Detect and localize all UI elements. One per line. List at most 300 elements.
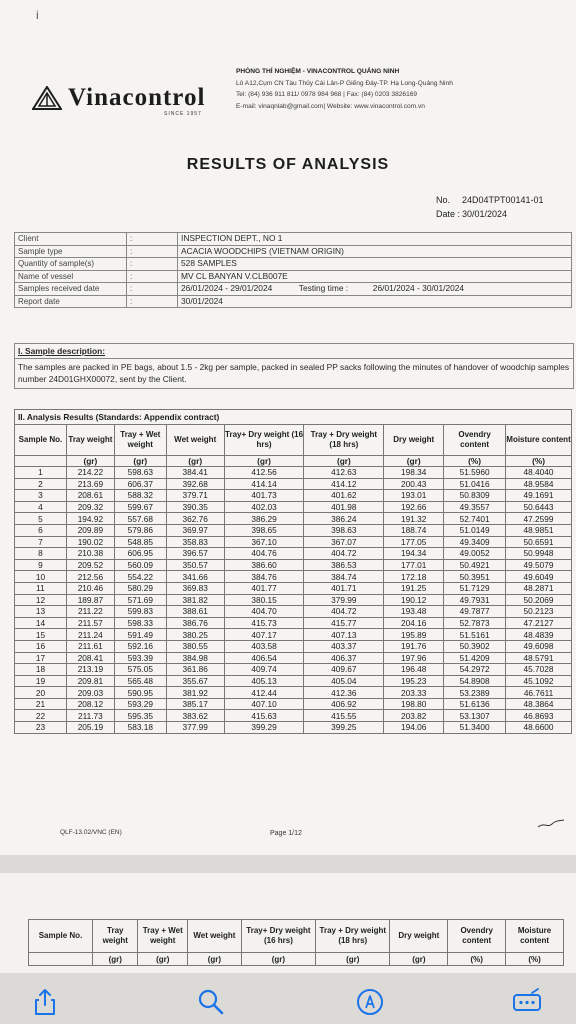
signature-mark-icon — [536, 818, 566, 830]
table-cell: 209.81 — [66, 675, 114, 687]
table-row — [15, 629, 572, 641]
table-cell: 415.55 — [304, 710, 384, 722]
table-cell: 404.76 — [224, 548, 304, 560]
table-cell: 15 — [15, 629, 67, 641]
date-label: Date : — [436, 209, 461, 219]
table-cell: 401.71 — [304, 582, 384, 594]
table-cell: 12 — [15, 594, 67, 606]
table-row — [15, 536, 572, 548]
table-cell: 3 — [15, 490, 67, 502]
table-cell: 380.25 — [166, 629, 224, 641]
share-icon[interactable] — [30, 987, 60, 1017]
table-cell: 583.18 — [114, 722, 166, 734]
date-value: 30/01/2024 — [462, 209, 508, 219]
table-cell: 406.54 — [224, 652, 304, 664]
table-cell: 53.2389 — [444, 687, 506, 699]
table-unit-row — [29, 953, 564, 966]
table-cell: Tray + Wet weight — [114, 425, 166, 456]
table-cell: 45.1092 — [506, 675, 572, 687]
table-row — [15, 513, 572, 525]
table-cell: 415.63 — [224, 710, 304, 722]
client-label: Client — [15, 233, 127, 246]
table-row — [15, 617, 572, 629]
table-row — [15, 687, 572, 699]
table-cell: (gr) — [66, 456, 114, 467]
table-cell: 50.2069 — [506, 594, 572, 606]
table-cell: 48.6600 — [506, 722, 572, 734]
table-cell: 412.44 — [224, 687, 304, 699]
table-cell: 398.63 — [304, 524, 384, 536]
table-cell: 50.2123 — [506, 606, 572, 618]
table-cell: 406.37 — [304, 652, 384, 664]
table-cell: 595.35 — [114, 710, 166, 722]
table-cell: 369.83 — [166, 582, 224, 594]
testing-label: Testing time : — [298, 283, 349, 294]
table-cell: 53.1307 — [444, 710, 506, 722]
table-cell: 386.60 — [224, 559, 304, 571]
table-cell: 598.63 — [114, 467, 166, 479]
table-cell: 213.19 — [66, 664, 114, 676]
table-cell: 560.09 — [114, 559, 166, 571]
table-row — [15, 548, 572, 560]
table-cell: 48.3864 — [506, 698, 572, 710]
table-cell: 54.8908 — [444, 675, 506, 687]
table-cell: 403.58 — [224, 640, 304, 652]
table-row — [15, 490, 572, 502]
info-row: Sample type : ACACIA WOODCHIPS (VIETNAM ORIGIN) — [15, 245, 572, 258]
table-cell: 7 — [15, 536, 67, 548]
table-cell: 22 — [15, 710, 67, 722]
table-cell: 380.15 — [224, 594, 304, 606]
table-cell: 406.92 — [304, 698, 384, 710]
table-cell: 198.80 — [384, 698, 444, 710]
table-row — [15, 652, 572, 664]
table-cell: 606.37 — [114, 478, 166, 490]
table-cell: 211.73 — [66, 710, 114, 722]
table-cell: (gr) — [166, 456, 224, 467]
table-cell: 409.74 — [224, 664, 304, 676]
table-cell: Wet weight — [188, 920, 242, 953]
table-cell: 50.8309 — [444, 490, 506, 502]
table-row — [15, 675, 572, 687]
lab-phone: Tel: (84) 936 911 811/ 0978 984 968 | Fax: (84) 0203 3826169 — [236, 91, 418, 98]
table-cell: 209.89 — [66, 524, 114, 536]
table-cell: 191.76 — [384, 640, 444, 652]
edge-mark: i — [36, 8, 39, 22]
table-cell: 47.2599 — [506, 513, 572, 525]
table-row — [15, 710, 572, 722]
table-cell — [29, 953, 93, 966]
table-cell: Tray + Wet weight — [138, 920, 188, 953]
table-cell: 190.02 — [66, 536, 114, 548]
table-row — [15, 571, 572, 583]
table-cell: 203.82 — [384, 710, 444, 722]
table-cell: 48.9584 — [506, 478, 572, 490]
table-cell: Sample No. — [29, 920, 93, 953]
table-cell: 5 — [15, 513, 67, 525]
table-cell: 50.4921 — [444, 559, 506, 571]
analysis-results-table — [14, 409, 572, 734]
table-cell: 49.5079 — [506, 559, 572, 571]
logo-mark-icon — [32, 86, 62, 110]
table-cell: 565.48 — [114, 675, 166, 687]
table-cell: 49.1691 — [506, 490, 572, 502]
table-cell: 46.8693 — [506, 710, 572, 722]
more-icon[interactable] — [512, 987, 542, 1017]
received-label: Samples received date — [15, 283, 127, 296]
table-cell: 192.66 — [384, 501, 444, 513]
table-cell: 20 — [15, 687, 67, 699]
table-cell: (%) — [506, 953, 564, 966]
table-cell: 209.03 — [66, 687, 114, 699]
table-cell: (gr) — [114, 456, 166, 467]
search-icon[interactable] — [196, 987, 226, 1017]
table-row — [15, 606, 572, 618]
table-cell: 51.0149 — [444, 524, 506, 536]
table-cell: 194.06 — [384, 722, 444, 734]
table-cell: 21 — [15, 698, 67, 710]
info-row: Quantity of sample(s) : 528 SAMPLES — [15, 258, 572, 271]
table-cell: 8 — [15, 548, 67, 560]
table-cell: 377.99 — [166, 722, 224, 734]
sample-info-table — [14, 232, 572, 308]
table-cell: 194.92 — [66, 513, 114, 525]
table-cell: 14 — [15, 617, 67, 629]
table-cell: 49.6098 — [506, 640, 572, 652]
table-cell: 362.76 — [166, 513, 224, 525]
table-cell: 50.6443 — [506, 501, 572, 513]
table-cell: (%) — [444, 456, 506, 467]
table-cell: 405.04 — [304, 675, 384, 687]
table-cell: 50.3902 — [444, 640, 506, 652]
next-page-table — [28, 919, 564, 966]
table-cell: Tray weight — [66, 425, 114, 456]
table-cell: 398.65 — [224, 524, 304, 536]
table-cell: (gr) — [390, 953, 448, 966]
table-cell: 380.55 — [166, 640, 224, 652]
table-cell: 51.5161 — [444, 629, 506, 641]
table-cell: 2 — [15, 478, 67, 490]
table-cell: Moisture content — [506, 920, 564, 953]
table-cell: 208.12 — [66, 698, 114, 710]
logo-wordmark: Vinacontrol — [68, 84, 206, 111]
table-cell: Tray weight — [93, 920, 138, 953]
table-cell: 390.35 — [166, 501, 224, 513]
table-cell: 554.22 — [114, 571, 166, 583]
table-cell: 404.72 — [304, 606, 384, 618]
table-row — [15, 524, 572, 536]
table-cell: 49.0052 — [444, 548, 506, 560]
table-cell: 384.41 — [166, 467, 224, 479]
table-cell: 401.77 — [224, 582, 304, 594]
table-cell: 402.03 — [224, 501, 304, 513]
vessel-label: Name of vessel — [15, 270, 127, 283]
table-cell: 367.10 — [224, 536, 304, 548]
table-cell: 214.22 — [66, 467, 114, 479]
table-cell: 48.5791 — [506, 652, 572, 664]
report-date-value: 30/01/2024 — [178, 295, 572, 308]
table-cell: (%) — [448, 953, 506, 966]
table-cell: 200.43 — [384, 478, 444, 490]
table-cell: 52.7401 — [444, 513, 506, 525]
table-cell: 209.32 — [66, 501, 114, 513]
table-cell: 575.05 — [114, 664, 166, 676]
vessel-value: MV CL BANYAN V.CLB007E — [178, 270, 572, 283]
table-cell: 51.0416 — [444, 478, 506, 490]
vinacontrol-logo — [32, 84, 232, 117]
table-cell: 9 — [15, 559, 67, 571]
table-cell: 188.74 — [384, 524, 444, 536]
table-cell: 385.17 — [166, 698, 224, 710]
table-cell: 17 — [15, 652, 67, 664]
info-row: Samples received date : 26/01/2024 - 29/01/2024 Testing time : 26/01/2024 - 30/01/2024 — [15, 283, 572, 296]
table-cell: 592.16 — [114, 640, 166, 652]
table-cell: Moisture content — [506, 425, 572, 456]
table-cell: 211.22 — [66, 606, 114, 618]
table-cell: 6 — [15, 524, 67, 536]
table-cell: 407.17 — [224, 629, 304, 641]
table-cell: 193.01 — [384, 490, 444, 502]
table-cell: 381.92 — [166, 687, 224, 699]
report-number-date — [436, 193, 544, 221]
table-row — [15, 640, 572, 652]
sample-type-label: Sample type — [15, 245, 127, 258]
table-cell: 341.66 — [166, 571, 224, 583]
table-cell: 384.76 — [224, 571, 304, 583]
table-cell: (gr) — [188, 953, 242, 966]
table-cell: 208.41 — [66, 652, 114, 664]
table-cell: 579.86 — [114, 524, 166, 536]
table-row — [15, 594, 572, 606]
no-label: No. — [436, 195, 451, 205]
table-cell: 49.7931 — [444, 594, 506, 606]
info-row: Report date : 30/01/2024 — [15, 295, 572, 308]
table-cell: 205.19 — [66, 722, 114, 734]
table-cell: 386.24 — [304, 513, 384, 525]
table-cell: 590.95 — [114, 687, 166, 699]
table-cell: 210.46 — [66, 582, 114, 594]
table-cell: 412.36 — [304, 687, 384, 699]
lab-email: E-mail: vinaqnlab@gmail.com| Website: www.vinacontrol.com.vn — [236, 102, 425, 110]
table-cell: 392.68 — [166, 478, 224, 490]
table-header-row — [15, 425, 572, 456]
table-cell: 172.18 — [384, 571, 444, 583]
table-cell: 388.61 — [166, 606, 224, 618]
table-cell: 46.7611 — [506, 687, 572, 699]
table-cell: (gr) — [138, 953, 188, 966]
table-cell: (gr) — [93, 953, 138, 966]
quantity-label: Quantity of sample(s) — [15, 258, 127, 271]
table-cell: 190.12 — [384, 594, 444, 606]
table-row — [15, 698, 572, 710]
table-cell: 355.67 — [166, 675, 224, 687]
table-cell: 593.39 — [114, 652, 166, 664]
table-cell: Tray+ Dry weight (16 hrs) — [224, 425, 304, 456]
table-cell: 361.86 — [166, 664, 224, 676]
table-cell — [15, 456, 67, 467]
table-cell: 580.29 — [114, 582, 166, 594]
table-cell: Tray+ Dry weight (16 hrs) — [241, 920, 315, 953]
table-cell: Tray + Dry weight (18 hrs) — [304, 425, 384, 456]
table-cell: 415.73 — [224, 617, 304, 629]
table-row — [15, 478, 572, 490]
table-cell: 367.07 — [304, 536, 384, 548]
table-cell: 50.9948 — [506, 548, 572, 560]
table-cell: 50.6591 — [506, 536, 572, 548]
table-cell: 49.3557 — [444, 501, 506, 513]
table-cell: 16 — [15, 640, 67, 652]
table-cell: 591.49 — [114, 629, 166, 641]
sample-description-heading: I. Sample description: — [15, 344, 573, 359]
table-cell: 383.62 — [166, 710, 224, 722]
sample-type-value: ACACIA WOODCHIPS (VIETNAM ORIGIN) — [178, 245, 572, 258]
table-cell: 403.37 — [304, 640, 384, 652]
table-cell: 191.32 — [384, 513, 444, 525]
table-cell: 48.2871 — [506, 582, 572, 594]
table-cell: 358.83 — [166, 536, 224, 548]
table-cell: 13 — [15, 606, 67, 618]
table-cell: 213.69 — [66, 478, 114, 490]
markup-icon[interactable] — [355, 987, 385, 1017]
table-cell: (gr) — [241, 953, 315, 966]
received-value: 26/01/2024 - 29/01/2024 — [181, 283, 273, 294]
table-cell: 203.33 — [384, 687, 444, 699]
table-cell: 49.6049 — [506, 571, 572, 583]
table-cell: 386.76 — [166, 617, 224, 629]
table-cell: (gr) — [316, 953, 390, 966]
table-cell: 384.98 — [166, 652, 224, 664]
table-cell: 52.7873 — [444, 617, 506, 629]
table-cell: 10 — [15, 571, 67, 583]
sample-description — [14, 343, 574, 389]
table-cell: 404.72 — [304, 548, 384, 560]
table-cell: 49.7877 — [444, 606, 506, 618]
table-cell: 386.53 — [304, 559, 384, 571]
table-cell: 379.71 — [166, 490, 224, 502]
viewer-toolbar — [0, 973, 576, 1024]
table-cell: 197.96 — [384, 652, 444, 664]
table-cell: 189.87 — [66, 594, 114, 606]
page-number: Page 1/12 — [270, 830, 302, 837]
info-row: Name of vessel : MV CL BANYAN V.CLB007E — [15, 270, 572, 283]
lab-address: Lô A12,Cụm CN Tàu Thủy Cái Lân-P Giếng Đáy-TP. Hạ Long-Quảng Ninh — [236, 79, 453, 87]
table-cell: 191.25 — [384, 582, 444, 594]
table-cell: 196.48 — [384, 664, 444, 676]
table-cell: Wet weight — [166, 425, 224, 456]
table-cell: Ovendry content — [444, 425, 506, 456]
table-row — [15, 501, 572, 513]
analysis-results-heading: II. Analysis Results (Standards: Appendix contract) — [15, 410, 572, 425]
table-cell: Dry weight — [384, 425, 444, 456]
next-page-preview — [0, 873, 576, 973]
table-cell: 212.56 — [66, 571, 114, 583]
table-cell: 379.99 — [304, 594, 384, 606]
table-cell: 51.3400 — [444, 722, 506, 734]
table-cell: Ovendry content — [448, 920, 506, 953]
lab-name: PHÒNG THÍ NGHIỆM - VINACONTROL QUẢNG NINH — [236, 68, 400, 75]
table-cell: 369.97 — [166, 524, 224, 536]
table-cell: 51.7129 — [444, 582, 506, 594]
table-cell: 414.14 — [224, 478, 304, 490]
table-row — [15, 582, 572, 594]
table-cell: 23 — [15, 722, 67, 734]
table-cell: (gr) — [224, 456, 304, 467]
table-cell: 412.56 — [224, 467, 304, 479]
table-cell: 193.48 — [384, 606, 444, 618]
table-cell: Dry weight — [390, 920, 448, 953]
table-cell: 381.82 — [166, 594, 224, 606]
table-cell: 48.9851 — [506, 524, 572, 536]
table-cell: 48.4839 — [506, 629, 572, 641]
table-cell: 204.16 — [384, 617, 444, 629]
table-cell: 401.62 — [304, 490, 384, 502]
logo-tagline: SINCE 1957 — [164, 111, 202, 117]
table-cell: 606.95 — [114, 548, 166, 560]
table-cell: 598.33 — [114, 617, 166, 629]
table-cell: 404.70 — [224, 606, 304, 618]
table-cell: 194.34 — [384, 548, 444, 560]
table-cell: 195.89 — [384, 629, 444, 641]
report-title: RESULTS OF ANALYSIS — [186, 156, 390, 173]
table-cell: 414.12 — [304, 478, 384, 490]
table-cell: 599.83 — [114, 606, 166, 618]
table-cell: 177.05 — [384, 536, 444, 548]
table-cell: 405.13 — [224, 675, 304, 687]
table-cell: 47.2127 — [506, 617, 572, 629]
table-cell: 211.57 — [66, 617, 114, 629]
quantity-value: 528 SAMPLES — [178, 258, 572, 271]
table-cell: 599.67 — [114, 501, 166, 513]
table-cell: 407.10 — [224, 698, 304, 710]
table-cell: 593.29 — [114, 698, 166, 710]
table-unit-row — [15, 456, 572, 467]
table-cell: 350.57 — [166, 559, 224, 571]
table-cell: 177.01 — [384, 559, 444, 571]
table-cell: 54.2972 — [444, 664, 506, 676]
sample-description-text: The samples are packed in PE bags, about 1.5 - 2kg per sample, packed in sealed PP sacks following the minutes of handover of woodchip samples number 24D01GHX00072, sent by the Client. — [18, 362, 570, 384]
table-cell: 401.73 — [224, 490, 304, 502]
table-cell: 401.98 — [304, 501, 384, 513]
table-cell: 557.68 — [114, 513, 166, 525]
table-cell: (gr) — [304, 456, 384, 467]
table-cell: 1 — [15, 467, 67, 479]
table-cell: 4 — [15, 501, 67, 513]
table-cell: 209.52 — [66, 559, 114, 571]
table-cell: 11 — [15, 582, 67, 594]
table-cell: Sample No. — [15, 425, 67, 456]
table-cell: 571.69 — [114, 594, 166, 606]
table-cell: 384.74 — [304, 571, 384, 583]
table-header-row — [29, 920, 564, 953]
table-cell: 211.24 — [66, 629, 114, 641]
table-cell: 198.34 — [384, 467, 444, 479]
table-cell: 415.77 — [304, 617, 384, 629]
table-cell: 19 — [15, 675, 67, 687]
table-cell: 409.67 — [304, 664, 384, 676]
table-cell: 399.25 — [304, 722, 384, 734]
table-cell: 49.3409 — [444, 536, 506, 548]
table-cell: Tray + Dry weight (18 hrs) — [316, 920, 390, 953]
table-cell: 51.6136 — [444, 698, 506, 710]
report-date-label: Report date — [15, 295, 127, 308]
table-row — [15, 559, 572, 571]
table-cell: 45.7028 — [506, 664, 572, 676]
table-cell: 407.13 — [304, 629, 384, 641]
table-cell: 548.85 — [114, 536, 166, 548]
table-row — [15, 467, 572, 479]
client-value: INSPECTION DEPT., NO 1 — [178, 233, 572, 246]
table-cell: 399.29 — [224, 722, 304, 734]
